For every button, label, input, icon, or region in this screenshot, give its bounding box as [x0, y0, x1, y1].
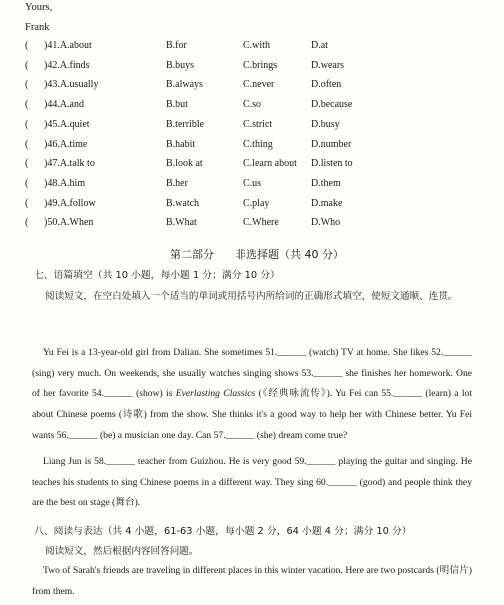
option-a: )45.A.quiet — [44, 118, 90, 130]
cloze-text-a: Yu Fei is a 13-year-old girl from Dalian. She sometimes 51.______ (watch) TV at home. She likes 52.______ (sing) very much. On weekends, she usually watches singing shows 53.______ she finishes her homework. One of her favorite 54.______ (show) is — [32, 347, 472, 400]
part2-subtitle: 非选择题（共 40 分） — [235, 248, 344, 261]
cloze-paragraph-2: Liang Jun is 58.______ teacher from Guizhou. He is very good 59.______ playing the guitar and singing. He teaches his students to sing Chinese poems in a different way. They sing 60.______ (good) and people think they are the best on stage (舞台). — [32, 456, 472, 509]
option-b: B.terrible — [166, 118, 205, 130]
option-b: B.always — [166, 79, 203, 91]
option-b: B.What — [166, 217, 197, 229]
option-a: )48.A.him — [44, 177, 86, 189]
program-title: Everlasting Classics — [175, 388, 256, 400]
option-a: )44.A.and — [44, 99, 84, 111]
option-a: )42.A.finds — [44, 59, 90, 71]
option-c: C.Where — [243, 217, 279, 229]
answer-paren: ( — [25, 99, 29, 111]
option-row-45 — [25, 119, 495, 135]
option-a: )43.A.usually — [44, 79, 99, 91]
answer-paren: ( — [25, 158, 29, 170]
option-b: B.for — [166, 40, 187, 51]
option-row-50 — [25, 217, 495, 233]
letter-signature: Frank — [25, 22, 50, 33]
cloze-paragraph-1 — [32, 343, 472, 447]
answer-paren: ( — [25, 217, 29, 229]
option-row-47 — [25, 158, 495, 174]
option-d: D.because — [311, 99, 353, 111]
letter-closing: Yours, — [25, 2, 53, 13]
option-a: )41.A.about — [44, 40, 92, 51]
answer-paren: ( — [25, 79, 29, 91]
option-c: C.with — [243, 40, 270, 51]
option-row-41 — [25, 40, 495, 56]
answer-paren: ( — [25, 118, 29, 130]
option-d: D.listen to — [311, 158, 353, 170]
option-d: D.Who — [311, 217, 341, 229]
section7-instruction: 阅读短文，在空白处填入一个适当的单词或用括号内所给词的正确形式填空，使短文通顺、连贯。 — [45, 291, 458, 302]
option-c: C.learn about — [243, 158, 297, 170]
option-b: B.look at — [166, 158, 203, 170]
answer-paren: ( — [25, 177, 29, 189]
option-row-42 — [25, 60, 495, 76]
option-a: )46.A.time — [44, 138, 88, 150]
answer-paren: ( — [25, 40, 29, 51]
cloze-text-b: (《经典咏流传》). Yu Fei can 55.______ (learn) a lot about Chinese poems (诗歌) from the show. She thinks it's a good way to help her with Chinese better. Yu Fei wants 56.______ (be) a musician one day. Can 57.______ (she) dream come true? — [32, 388, 472, 441]
option-d: D.number — [311, 138, 352, 150]
option-d: D.them — [311, 177, 341, 189]
option-b: B.buys — [166, 59, 195, 71]
answer-paren: ( — [25, 59, 29, 71]
option-d: D.at — [311, 40, 328, 51]
option-d: D.wears — [311, 59, 345, 71]
option-c: C.so — [243, 99, 262, 111]
option-a: )47.A.talk to — [44, 158, 95, 170]
option-c: C.us — [243, 177, 262, 189]
option-row-49 — [25, 198, 495, 214]
option-b: B.habit — [166, 138, 196, 150]
reading-paragraph-1: Two of Sarah's friends are traveling in different places in this winter vacation. Here are two postcards (明信片) from them. — [32, 565, 472, 597]
option-row-46 — [25, 139, 495, 155]
option-c: C.play — [243, 197, 270, 209]
answer-paren: ( — [25, 197, 29, 209]
option-row-44 — [25, 99, 495, 115]
option-row-43 — [25, 79, 495, 95]
option-d: D.busy — [311, 118, 340, 130]
option-c: C.strict — [243, 118, 273, 130]
option-b: B.but — [166, 99, 188, 111]
section7-heading: 七、语篇填空（共 10 小题，每小题 1 分；满分 10 分） — [34, 270, 280, 281]
section8-heading: 八、阅读与表达（共 4 小题，61-63 小题，每小题 2 分，64 小题 4 分；满分 10 分） — [34, 526, 412, 537]
option-c: C.brings — [243, 59, 278, 71]
option-b: B.her — [166, 177, 188, 189]
option-a: )49.A.follow — [44, 197, 96, 209]
answer-paren: ( — [25, 138, 29, 150]
option-d: D.often — [311, 79, 342, 91]
option-c: C.thing — [243, 138, 273, 150]
section8-instruction: 阅读短文，然后根据内容回答问题。 — [45, 546, 199, 557]
option-c: C.never — [243, 79, 275, 91]
option-row-48 — [25, 178, 495, 194]
option-a: )50.A.When — [44, 217, 94, 229]
part2-title: 第二部分 — [170, 248, 214, 261]
option-d: D.make — [311, 197, 343, 209]
option-b: B.watch — [166, 197, 200, 209]
